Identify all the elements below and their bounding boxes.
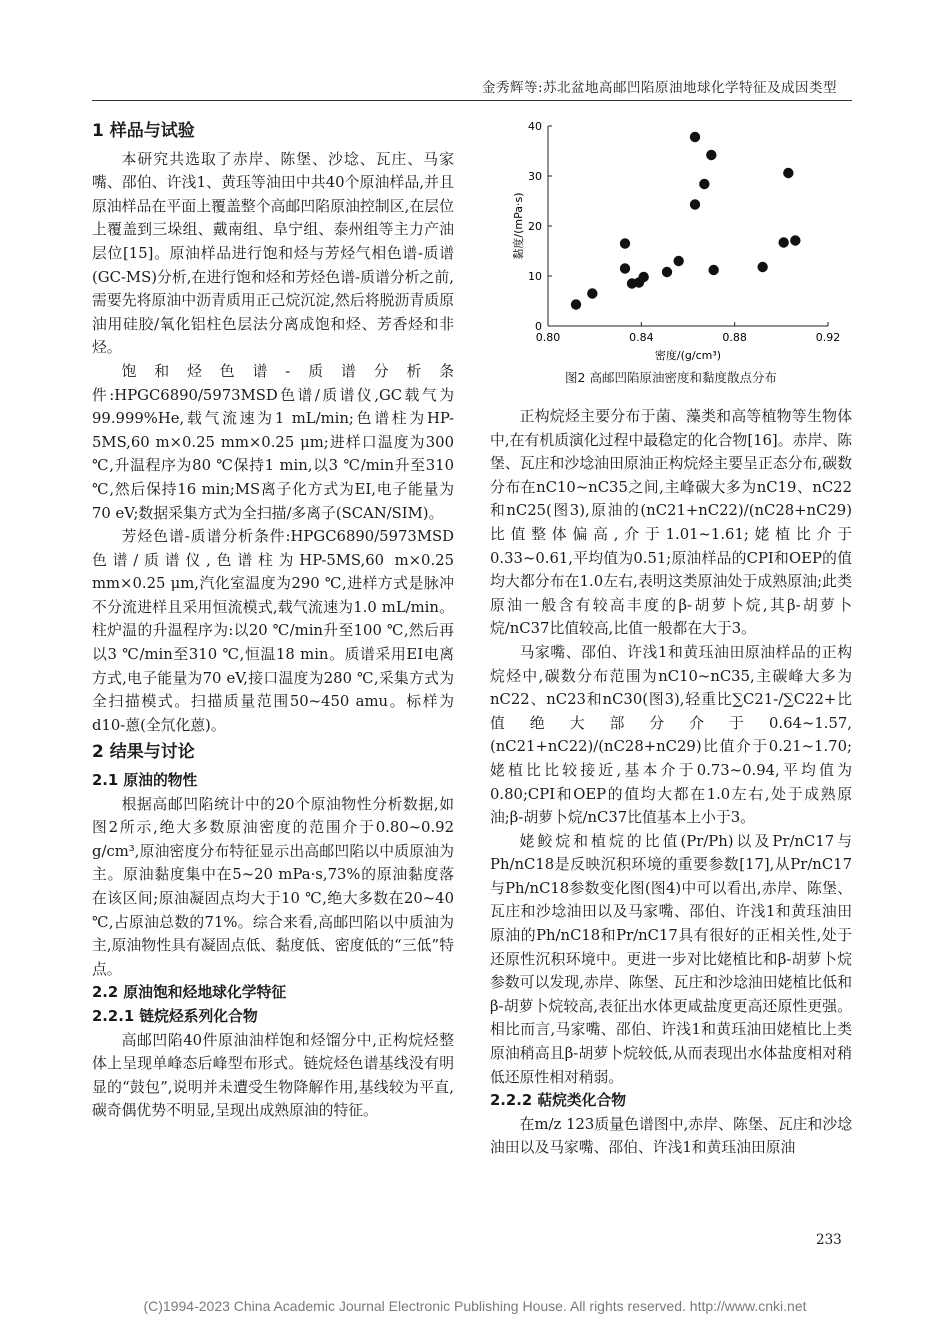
page-number: 233 <box>816 1232 842 1248</box>
y-tick-label: 40 <box>528 120 542 133</box>
paragraph: 芳烃色谱-质谱分析条件:HPGC6890/5973MSD色谱/质谱仪,色谱柱为HP-5MS,60 m×0.25 mm×0.25 μm,汽化室温度为290 ℃,进样方式是脉冲不分流进样且采用恒流模式,载气流速为1.0 mL/min。柱炉温的升温程序为:以20 ℃/min升至100 ℃,然后再以3 ℃/min至310 ℃,恒温18 min。质谱采用EI电离方式,电子能量为70 eV,接口温度为280 ℃,采集方式为全扫描模式。扫描质量范围50~450 amu。标样为d10-蒽(全氘化蒽)。 <box>92 528 454 734</box>
data-point <box>706 150 716 160</box>
y-tick-label: 10 <box>528 270 542 283</box>
data-point <box>673 256 683 266</box>
y-tick-label: 20 <box>528 220 542 233</box>
data-point <box>690 132 700 142</box>
data-point <box>790 235 800 245</box>
data-point <box>778 237 788 247</box>
paragraph: 根据高邮凹陷统计中的20个原油物性分析数据,如图2所示,绝大多数原油密度的范围介于0.80~0.92 g/cm³,原油密度分布特征显示出高邮凹陷以中质原油为主。原油黏度集中在5~20 mPa·s,73%的原油黏度落在该区间;原油凝固点均大于10 ℃,绝大多数在20~40 ℃,占原油总数的71%。综合来看,高邮凹陷以中质油为主,原油物性具有凝固点低、黏度低、密度低的“三低”特点。 <box>92 795 454 978</box>
data-point <box>783 168 793 178</box>
data-point <box>708 265 718 275</box>
paragraph: 马家嘴、邵伯、许浅1和黄珏油田原油样品的正构烷烃中,碳数分布范围为nC10~nC35,主碳峰大多为nC22、nC23和nC30(图3),轻重比∑C21-/∑C22+比值绝大部分介于0.64~1.57,(nC21+nC22)/(nC28+nC29)比值介于0.21~1.70;姥植比比较接近,基本介于0.73~0.94,平均值为0.80;CPI和OEP的值均大都在1.0左右,处于成熟原油;β-胡萝卜烷/nC37比值基本上小于3。 <box>490 643 852 827</box>
data-point <box>620 263 630 273</box>
left-column <box>92 116 454 1123</box>
right-column <box>490 405 852 1160</box>
x-tick-label: 0.84 <box>629 331 654 344</box>
x-tick-label: 0.88 <box>722 331 747 344</box>
data-point <box>620 238 630 248</box>
paragraph: 饱和烃色谱-质谱分析条件:HPGC6890/5973MSD色谱/质谱仪,GC载气为99.999%He,载气流速为1 mL/min;色谱柱为HP-5MS,60 m×0.25 mm×0.25 μm;进样口温度为300 ℃,升温程序为80 ℃保持1 min,以3 ℃/min升至310 ℃,然后保持16 min;MS离子化方式为EI,电子能量为70 eV;数据采集方式为全扫描/多离子(SCAN/SIM)。 <box>92 362 454 522</box>
y-tick-label: 0 <box>535 320 542 333</box>
copyright-footer: (C)1994-2023 China Academic Journal Electronic Publishing House. All rights reserved. http://www.cnki.net <box>143 1298 807 1314</box>
paragraph: 在m/z 123质量色谱图中,赤岸、陈堡、瓦庄和沙埝油田以及马家嘴、邵伯、许浅1和黄珏油田原油 <box>490 1115 852 1157</box>
data-point <box>757 262 767 272</box>
paragraph: 姥鲛烷和植烷的比值(Pr/Ph)以及Pr/nC17与Ph/nC18是反映沉积环境的重要参数[17],从Pr/nC17与Ph/nC18参数变化图(图4)中可以看出,赤岸、陈堡、瓦庄和沙埝油田以及马家嘴、邵伯、许浅1和黄珏油田原油的Ph/nC18和Pr/nC17具有很好的正相关性,处于还原性沉积环境中。更进一步对比姥植比和β-胡萝卜烷参数可以发现,赤岸、陈堡、瓦庄和沙埝油田姥植比低和β-胡萝卜烷较高,表征出水体更咸盐度更高还原性更强。相比而言,马家嘴、邵伯、许浅1和黄珏油田姥植比上类原油稍高且β-胡萝卜烷较低,从而表现出水体盐度相对稍低还原性相对稍弱。 <box>490 832 852 1086</box>
figure-caption: 图2 高邮凹陷原油密度和黏度散点分布 <box>565 370 777 385</box>
section-2-heading: 2 结果与讨论 <box>92 742 195 763</box>
data-point <box>699 179 709 189</box>
data-point <box>571 299 581 309</box>
data-point <box>638 272 648 282</box>
paragraph: 正构烷烃主要分布于菌、藻类和高等植物等生物体中,在有机质演化过程中最稳定的化合物[16]。赤岸、陈堡、瓦庄和沙埝油田原油正构烷烃主要呈正态分布,碳数分布在nC10~nC35之间,主峰碳大多为nC19、nC22和nC25(图3),原油的(nC21+nC22)/(nC28+nC29)比值整体偏高,介于1.01~1.61;姥植比介于0.33~0.61,平均值为0.51;原油样品的CPI和OEP的值均大都分布在1.0左右,表明这类原油处于成熟原油;此类原油一般含有较高丰度的β-胡萝卜烷,其β-胡萝卜烷/nC37比值较高,比值一般都在大于3。 <box>490 408 852 638</box>
subsection-2-1-heading: 2.1 原油的物性 <box>92 772 198 790</box>
subsection-2-2-1-heading: 2.2.1 链烷烃系列化合物 <box>92 1007 258 1025</box>
x-axis-label: 密度/(g/cm³) <box>654 349 722 362</box>
header-rule <box>92 100 852 101</box>
paragraph: 本研究共选取了赤岸、陈堡、沙埝、瓦庄、马家嘴、邵伯、许浅1、黄珏等油田中共40个原油样品,并且原油样品在平面上覆盖整个高邮凹陷原油控制区,在层位上覆盖到三垛组、戴南组、阜宁组、泰州组等主力产油层位[15]。原油样品进行饱和烃与芳烃气相色谱-质谱(GC-MS)分析,在进行饱和烃和芳烃色谱-质谱分析之前,需要先将原油中沥青质用正己烷沉淀,然后将脱沥青质原油用硅胶/氧化铝柱色层法分离成饱和烃、芳香烃和非烃。 <box>92 150 454 357</box>
x-tick-label: 0.92 <box>815 331 841 344</box>
data-point <box>587 288 597 298</box>
subsection-2-2-heading: 2.2 原油饱和烃地球化学特征 <box>92 984 287 1002</box>
data-point <box>690 199 700 209</box>
x-tick-label: 0.80 <box>535 331 561 344</box>
subsection-2-2-2-heading: 2.2.2 萜烷类化合物 <box>490 1092 627 1110</box>
data-point <box>662 267 672 277</box>
paragraph: 高邮凹陷40件原油油样饱和烃馏分中,正构烷烃整体上呈现单峰态后峰型布形式。链烷烃色谱基线没有明显的“鼓包”,说明并未遭受生物降解作用,基线较为平直,碳奇偶优势不明显,呈现出成熟原油的特征。 <box>92 1031 454 1120</box>
figure-2 <box>490 112 852 402</box>
scatter-chart <box>490 112 852 362</box>
section-1-heading: 1 样品与试验 <box>92 121 195 141</box>
running-header: 金秀辉等:苏北盆地高邮凹陷原油地球化学特征及成因类型 <box>482 80 838 96</box>
y-tick-label: 30 <box>528 170 542 183</box>
y-axis-label: 黏度/(mPa·s) <box>512 192 525 260</box>
